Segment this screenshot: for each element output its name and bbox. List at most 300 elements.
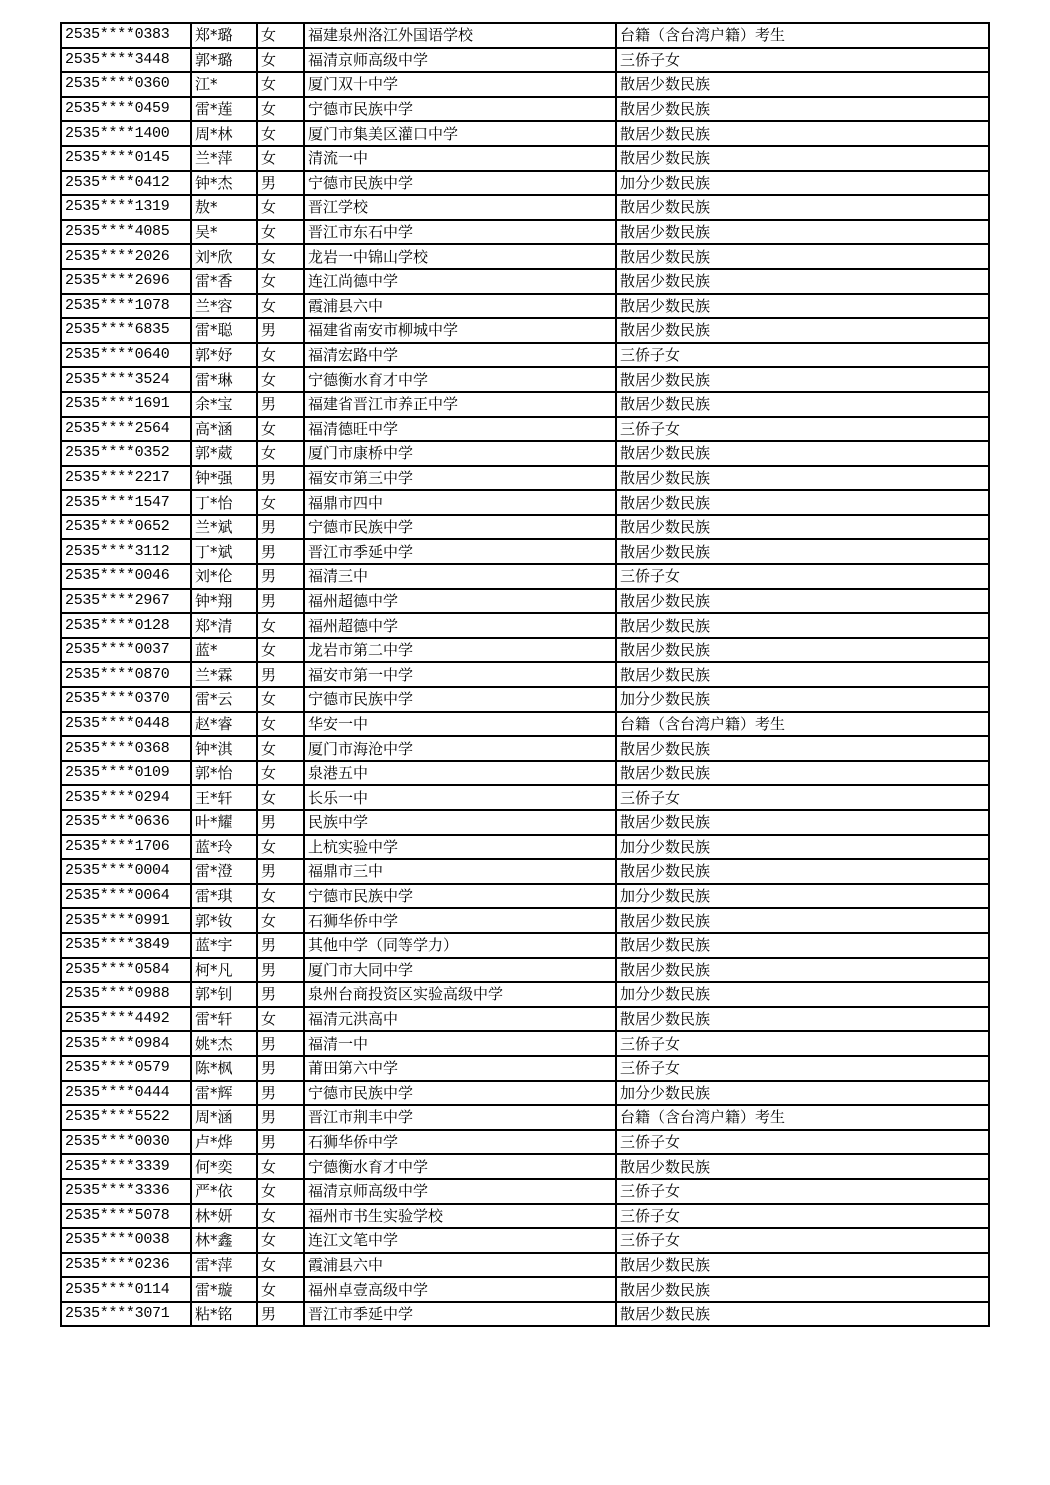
table-row xyxy=(61,1056,989,1081)
exam-id-cell: 2535****0294 xyxy=(61,785,191,810)
school-cell: 福建省南安市柳城中学 xyxy=(304,318,616,343)
name-cell: 柯*凡 xyxy=(191,958,257,983)
category-cell: 散居少数民族 xyxy=(616,589,989,614)
category-cell: 散居少数民族 xyxy=(616,810,989,835)
gender-cell: 男 xyxy=(257,318,304,343)
category-cell: 三侨子女 xyxy=(616,1056,989,1081)
exam-id-cell: 2535****1400 xyxy=(61,121,191,146)
school-cell: 宁德市民族中学 xyxy=(304,884,616,909)
exam-id-cell: 2535****0037 xyxy=(61,638,191,663)
category-cell: 散居少数民族 xyxy=(616,1302,989,1327)
exam-id-cell: 2535****3849 xyxy=(61,933,191,958)
exam-id-cell: 2535****0444 xyxy=(61,1081,191,1106)
category-cell: 散居少数民族 xyxy=(616,318,989,343)
name-cell: 蓝* xyxy=(191,638,257,663)
exam-id-cell: 2535****2967 xyxy=(61,589,191,614)
exam-id-cell: 2535****0360 xyxy=(61,72,191,97)
name-cell: 叶*耀 xyxy=(191,810,257,835)
gender-cell: 男 xyxy=(257,171,304,196)
school-cell: 福州市书生实验学校 xyxy=(304,1204,616,1229)
gender-cell: 男 xyxy=(257,1031,304,1056)
category-cell: 三侨子女 xyxy=(616,1204,989,1229)
exam-id-cell: 2535****1706 xyxy=(61,835,191,860)
category-cell: 加分少数民族 xyxy=(616,687,989,712)
exam-id-cell: 2535****2696 xyxy=(61,269,191,294)
school-cell: 民族中学 xyxy=(304,810,616,835)
exam-id-cell: 2535****0370 xyxy=(61,687,191,712)
exam-id-cell: 2535****0046 xyxy=(61,564,191,589)
school-cell: 宁德市民族中学 xyxy=(304,515,616,540)
gender-cell: 女 xyxy=(257,48,304,73)
table-row xyxy=(61,1204,989,1229)
exam-id-cell: 2535****0579 xyxy=(61,1056,191,1081)
category-cell: 散居少数民族 xyxy=(616,662,989,687)
table-row xyxy=(61,417,989,442)
gender-cell: 女 xyxy=(257,490,304,515)
table-row xyxy=(61,195,989,220)
table-row xyxy=(61,908,989,933)
name-cell: 高*涵 xyxy=(191,417,257,442)
gender-cell: 男 xyxy=(257,515,304,540)
gender-cell: 女 xyxy=(257,712,304,737)
table-row xyxy=(61,958,989,983)
gender-cell: 女 xyxy=(257,1179,304,1204)
gender-cell: 女 xyxy=(257,146,304,171)
category-cell: 三侨子女 xyxy=(616,785,989,810)
exam-id-cell: 2535****0640 xyxy=(61,343,191,368)
table-row xyxy=(61,1154,989,1179)
gender-cell: 女 xyxy=(257,294,304,319)
category-cell: 台籍（含台湾户籍）考生 xyxy=(616,712,989,737)
gender-cell: 女 xyxy=(257,1228,304,1253)
gender-cell: 女 xyxy=(257,835,304,860)
table-row xyxy=(61,392,989,417)
name-cell: 郭*钕 xyxy=(191,908,257,933)
name-cell: 吴* xyxy=(191,220,257,245)
name-cell: 雷*萍 xyxy=(191,1253,257,1278)
school-cell: 连江尚德中学 xyxy=(304,269,616,294)
category-cell: 散居少数民族 xyxy=(616,1154,989,1179)
category-cell: 散居少数民族 xyxy=(616,269,989,294)
exam-id-cell: 2535****4492 xyxy=(61,1007,191,1032)
exam-id-cell: 2535****0448 xyxy=(61,712,191,737)
school-cell: 福清元洪高中 xyxy=(304,1007,616,1032)
gender-cell: 女 xyxy=(257,417,304,442)
name-cell: 刘*欣 xyxy=(191,244,257,269)
name-cell: 蓝*宇 xyxy=(191,933,257,958)
gender-cell: 男 xyxy=(257,539,304,564)
name-cell: 兰*萍 xyxy=(191,146,257,171)
exam-id-cell: 2535****1691 xyxy=(61,392,191,417)
name-cell: 姚*杰 xyxy=(191,1031,257,1056)
name-cell: 郑*清 xyxy=(191,613,257,638)
table-row xyxy=(61,613,989,638)
exam-id-cell: 2535****0870 xyxy=(61,662,191,687)
table-row xyxy=(61,884,989,909)
gender-cell: 女 xyxy=(257,1204,304,1229)
category-cell: 三侨子女 xyxy=(616,417,989,442)
school-cell: 福建泉州洛江外国语学校 xyxy=(304,23,616,48)
school-cell: 长乐一中 xyxy=(304,785,616,810)
school-cell: 宁德市民族中学 xyxy=(304,97,616,122)
gender-cell: 女 xyxy=(257,367,304,392)
table-row xyxy=(61,1031,989,1056)
name-cell: 雷*辉 xyxy=(191,1081,257,1106)
category-cell: 散居少数民族 xyxy=(616,515,989,540)
table-row xyxy=(61,687,989,712)
name-cell: 雷*轩 xyxy=(191,1007,257,1032)
table-row xyxy=(61,1277,989,1302)
gender-cell: 男 xyxy=(257,564,304,589)
gender-cell: 女 xyxy=(257,121,304,146)
table-row xyxy=(61,933,989,958)
name-cell: 陈*枫 xyxy=(191,1056,257,1081)
school-cell: 厦门市康桥中学 xyxy=(304,441,616,466)
table-row xyxy=(61,48,989,73)
exam-id-cell: 2535****0584 xyxy=(61,958,191,983)
school-cell: 华安一中 xyxy=(304,712,616,737)
table-row xyxy=(61,515,989,540)
name-cell: 雷*璇 xyxy=(191,1277,257,1302)
name-cell: 钟*淇 xyxy=(191,736,257,761)
exam-id-cell: 2535****1547 xyxy=(61,490,191,515)
school-cell: 霞浦县六中 xyxy=(304,294,616,319)
gender-cell: 男 xyxy=(257,589,304,614)
name-cell: 钟*强 xyxy=(191,466,257,491)
exam-id-cell: 2535****5522 xyxy=(61,1105,191,1130)
category-cell: 散居少数民族 xyxy=(616,367,989,392)
exam-id-cell: 2535****3524 xyxy=(61,367,191,392)
gender-cell: 女 xyxy=(257,72,304,97)
school-cell: 上杭实验中学 xyxy=(304,835,616,860)
table-row xyxy=(61,835,989,860)
exam-id-cell: 2535****0030 xyxy=(61,1130,191,1155)
name-cell: 刘*伦 xyxy=(191,564,257,589)
name-cell: 王*轩 xyxy=(191,785,257,810)
school-cell: 泉州台商投资区实验高级中学 xyxy=(304,982,616,1007)
gender-cell: 女 xyxy=(257,908,304,933)
table-row xyxy=(61,982,989,1007)
name-cell: 郭*璐 xyxy=(191,48,257,73)
table-row xyxy=(61,638,989,663)
school-cell: 连江文笔中学 xyxy=(304,1228,616,1253)
gender-cell: 男 xyxy=(257,933,304,958)
table-row xyxy=(61,244,989,269)
category-cell: 台籍（含台湾户籍）考生 xyxy=(616,1105,989,1130)
exam-id-cell: 2535****6835 xyxy=(61,318,191,343)
name-cell: 余*宝 xyxy=(191,392,257,417)
category-cell: 散居少数民族 xyxy=(616,908,989,933)
category-cell: 三侨子女 xyxy=(616,1228,989,1253)
category-cell: 散居少数民族 xyxy=(616,539,989,564)
exam-id-cell: 2535****0352 xyxy=(61,441,191,466)
exam-id-cell: 2535****1078 xyxy=(61,294,191,319)
table-row xyxy=(61,785,989,810)
name-cell: 兰*容 xyxy=(191,294,257,319)
school-cell: 福清京师高级中学 xyxy=(304,48,616,73)
school-cell: 宁德衡水育才中学 xyxy=(304,1154,616,1179)
gender-cell: 男 xyxy=(257,1302,304,1327)
school-cell: 福清宏路中学 xyxy=(304,343,616,368)
category-cell: 散居少数民族 xyxy=(616,244,989,269)
category-cell: 散居少数民族 xyxy=(616,466,989,491)
table-row xyxy=(61,466,989,491)
name-cell: 丁*怡 xyxy=(191,490,257,515)
exam-id-cell: 2535****0988 xyxy=(61,982,191,1007)
school-cell: 晋江市季延中学 xyxy=(304,1302,616,1327)
gender-cell: 男 xyxy=(257,982,304,1007)
table-row xyxy=(61,1302,989,1327)
name-cell: 雷*聪 xyxy=(191,318,257,343)
school-cell: 福鼎市四中 xyxy=(304,490,616,515)
category-cell: 加分少数民族 xyxy=(616,835,989,860)
gender-cell: 女 xyxy=(257,761,304,786)
gender-cell: 男 xyxy=(257,392,304,417)
exam-id-cell: 2535****0636 xyxy=(61,810,191,835)
exam-id-cell: 2535****0004 xyxy=(61,859,191,884)
exam-id-cell: 2535****0038 xyxy=(61,1228,191,1253)
table-row xyxy=(61,441,989,466)
category-cell: 散居少数民族 xyxy=(616,761,989,786)
exam-id-cell: 2535****0128 xyxy=(61,613,191,638)
exam-id-cell: 2535****4085 xyxy=(61,220,191,245)
gender-cell: 男 xyxy=(257,958,304,983)
exam-id-cell: 2535****0114 xyxy=(61,1277,191,1302)
category-cell: 加分少数民族 xyxy=(616,171,989,196)
category-cell: 三侨子女 xyxy=(616,48,989,73)
exam-id-cell: 2535****5078 xyxy=(61,1204,191,1229)
category-cell: 散居少数民族 xyxy=(616,1007,989,1032)
exam-id-cell: 2535****3336 xyxy=(61,1179,191,1204)
exam-id-cell: 2535****1319 xyxy=(61,195,191,220)
gender-cell: 女 xyxy=(257,613,304,638)
name-cell: 郭*怡 xyxy=(191,761,257,786)
gender-cell: 男 xyxy=(257,1056,304,1081)
table-row xyxy=(61,761,989,786)
category-cell: 散居少数民族 xyxy=(616,958,989,983)
category-cell: 散居少数民族 xyxy=(616,490,989,515)
gender-cell: 女 xyxy=(257,1154,304,1179)
exam-id-cell: 2535****0064 xyxy=(61,884,191,909)
gender-cell: 女 xyxy=(257,1253,304,1278)
category-cell: 散居少数民族 xyxy=(616,441,989,466)
gender-cell: 男 xyxy=(257,1105,304,1130)
school-cell: 清流一中 xyxy=(304,146,616,171)
table-row xyxy=(61,490,989,515)
school-cell: 福鼎市三中 xyxy=(304,859,616,884)
table-row xyxy=(61,810,989,835)
category-cell: 散居少数民族 xyxy=(616,121,989,146)
table-row xyxy=(61,318,989,343)
category-cell: 加分少数民族 xyxy=(616,884,989,909)
name-cell: 蓝*玲 xyxy=(191,835,257,860)
name-cell: 周*林 xyxy=(191,121,257,146)
table-row xyxy=(61,1253,989,1278)
school-cell: 石狮华侨中学 xyxy=(304,908,616,933)
name-cell: 郭*钊 xyxy=(191,982,257,1007)
school-cell: 宁德市民族中学 xyxy=(304,687,616,712)
gender-cell: 女 xyxy=(257,441,304,466)
gender-cell: 男 xyxy=(257,662,304,687)
school-cell: 宁德市民族中学 xyxy=(304,1081,616,1106)
category-cell: 散居少数民族 xyxy=(616,72,989,97)
category-cell: 散居少数民族 xyxy=(616,294,989,319)
name-cell: 粘*铭 xyxy=(191,1302,257,1327)
school-cell: 福州卓壹高级中学 xyxy=(304,1277,616,1302)
exam-id-cell: 2535****0412 xyxy=(61,171,191,196)
gender-cell: 女 xyxy=(257,220,304,245)
name-cell: 钟*翔 xyxy=(191,589,257,614)
exam-id-cell: 2535****2564 xyxy=(61,417,191,442)
gender-cell: 女 xyxy=(257,1007,304,1032)
gender-cell: 男 xyxy=(257,1081,304,1106)
name-cell: 雷*澄 xyxy=(191,859,257,884)
name-cell: 林*妍 xyxy=(191,1204,257,1229)
name-cell: 江* xyxy=(191,72,257,97)
category-cell: 散居少数民族 xyxy=(616,1253,989,1278)
name-cell: 郑*璐 xyxy=(191,23,257,48)
table-row xyxy=(61,1179,989,1204)
exam-id-cell: 2535****0368 xyxy=(61,736,191,761)
table-row xyxy=(61,367,989,392)
category-cell: 散居少数民族 xyxy=(616,195,989,220)
name-cell: 丁*斌 xyxy=(191,539,257,564)
category-cell: 三侨子女 xyxy=(616,1179,989,1204)
exam-id-cell: 2535****0991 xyxy=(61,908,191,933)
table-row xyxy=(61,72,989,97)
school-cell: 霞浦县六中 xyxy=(304,1253,616,1278)
category-cell: 三侨子女 xyxy=(616,1130,989,1155)
category-cell: 加分少数民族 xyxy=(616,982,989,1007)
table-row xyxy=(61,539,989,564)
category-cell: 台籍（含台湾户籍）考生 xyxy=(616,23,989,48)
exam-id-cell: 2535****0652 xyxy=(61,515,191,540)
school-cell: 泉港五中 xyxy=(304,761,616,786)
category-cell: 散居少数民族 xyxy=(616,392,989,417)
name-cell: 严*依 xyxy=(191,1179,257,1204)
category-cell: 散居少数民族 xyxy=(616,933,989,958)
school-cell: 厦门市海沧中学 xyxy=(304,736,616,761)
name-cell: 卢*烨 xyxy=(191,1130,257,1155)
name-cell: 兰*霖 xyxy=(191,662,257,687)
table-row xyxy=(61,23,989,48)
school-cell: 福州超德中学 xyxy=(304,589,616,614)
name-cell: 雷*琳 xyxy=(191,367,257,392)
school-cell: 宁德市民族中学 xyxy=(304,171,616,196)
name-cell: 郭*妤 xyxy=(191,343,257,368)
category-cell: 散居少数民族 xyxy=(616,613,989,638)
exam-id-cell: 2535****0459 xyxy=(61,97,191,122)
school-cell: 福建省晋江市养正中学 xyxy=(304,392,616,417)
table-row xyxy=(61,269,989,294)
gender-cell: 女 xyxy=(257,23,304,48)
table-row xyxy=(61,220,989,245)
gender-cell: 女 xyxy=(257,785,304,810)
name-cell: 林*鑫 xyxy=(191,1228,257,1253)
name-cell: 雷*琪 xyxy=(191,884,257,909)
name-cell: 周*涵 xyxy=(191,1105,257,1130)
name-cell: 何*奕 xyxy=(191,1154,257,1179)
exam-id-cell: 2535****3339 xyxy=(61,1154,191,1179)
category-cell: 散居少数民族 xyxy=(616,638,989,663)
exam-id-cell: 2535****3448 xyxy=(61,48,191,73)
exam-id-cell: 2535****0236 xyxy=(61,1253,191,1278)
table-row xyxy=(61,1130,989,1155)
table-row xyxy=(61,1105,989,1130)
table-row xyxy=(61,736,989,761)
category-cell: 三侨子女 xyxy=(616,343,989,368)
school-cell: 龙岩一中锦山学校 xyxy=(304,244,616,269)
name-cell: 兰*斌 xyxy=(191,515,257,540)
school-cell: 福州超德中学 xyxy=(304,613,616,638)
table-row xyxy=(61,121,989,146)
exam-id-cell: 2535****0109 xyxy=(61,761,191,786)
student-list-table xyxy=(60,22,990,1327)
school-cell: 晋江市季延中学 xyxy=(304,539,616,564)
table-row xyxy=(61,564,989,589)
school-cell: 福安市第三中学 xyxy=(304,466,616,491)
gender-cell: 女 xyxy=(257,195,304,220)
category-cell: 三侨子女 xyxy=(616,1031,989,1056)
category-cell: 散居少数民族 xyxy=(616,146,989,171)
school-cell: 厦门市集美区灌口中学 xyxy=(304,121,616,146)
gender-cell: 女 xyxy=(257,343,304,368)
table-row xyxy=(61,1228,989,1253)
name-cell: 郭*葳 xyxy=(191,441,257,466)
table-row xyxy=(61,146,989,171)
gender-cell: 女 xyxy=(257,244,304,269)
exam-id-cell: 2535****2217 xyxy=(61,466,191,491)
name-cell: 赵*睿 xyxy=(191,712,257,737)
table-row xyxy=(61,343,989,368)
exam-id-cell: 2535****0145 xyxy=(61,146,191,171)
name-cell: 雷*云 xyxy=(191,687,257,712)
category-cell: 散居少数民族 xyxy=(616,97,989,122)
table-row xyxy=(61,859,989,884)
table-row xyxy=(61,294,989,319)
exam-id-cell: 2535****2026 xyxy=(61,244,191,269)
gender-cell: 男 xyxy=(257,1130,304,1155)
gender-cell: 女 xyxy=(257,638,304,663)
school-cell: 晋江市荆丰中学 xyxy=(304,1105,616,1130)
table-row xyxy=(61,171,989,196)
school-cell: 宁德衡水育才中学 xyxy=(304,367,616,392)
school-cell: 福清京师高级中学 xyxy=(304,1179,616,1204)
name-cell: 雷*莲 xyxy=(191,97,257,122)
name-cell: 钟*杰 xyxy=(191,171,257,196)
exam-id-cell: 2535****3071 xyxy=(61,1302,191,1327)
table-row xyxy=(61,97,989,122)
school-cell: 厦门市大同中学 xyxy=(304,958,616,983)
school-cell: 龙岩市第二中学 xyxy=(304,638,616,663)
table-row xyxy=(61,589,989,614)
category-cell: 散居少数民族 xyxy=(616,1277,989,1302)
school-cell: 晋江学校 xyxy=(304,195,616,220)
gender-cell: 男 xyxy=(257,810,304,835)
name-cell: 敖* xyxy=(191,195,257,220)
category-cell: 三侨子女 xyxy=(616,564,989,589)
gender-cell: 女 xyxy=(257,1277,304,1302)
table-row xyxy=(61,712,989,737)
school-cell: 福清三中 xyxy=(304,564,616,589)
exam-id-cell: 2535****3112 xyxy=(61,539,191,564)
school-cell: 福清一中 xyxy=(304,1031,616,1056)
category-cell: 散居少数民族 xyxy=(616,220,989,245)
exam-id-cell: 2535****0383 xyxy=(61,23,191,48)
school-cell: 其他中学（同等学力） xyxy=(304,933,616,958)
gender-cell: 女 xyxy=(257,269,304,294)
school-cell: 莆田第六中学 xyxy=(304,1056,616,1081)
